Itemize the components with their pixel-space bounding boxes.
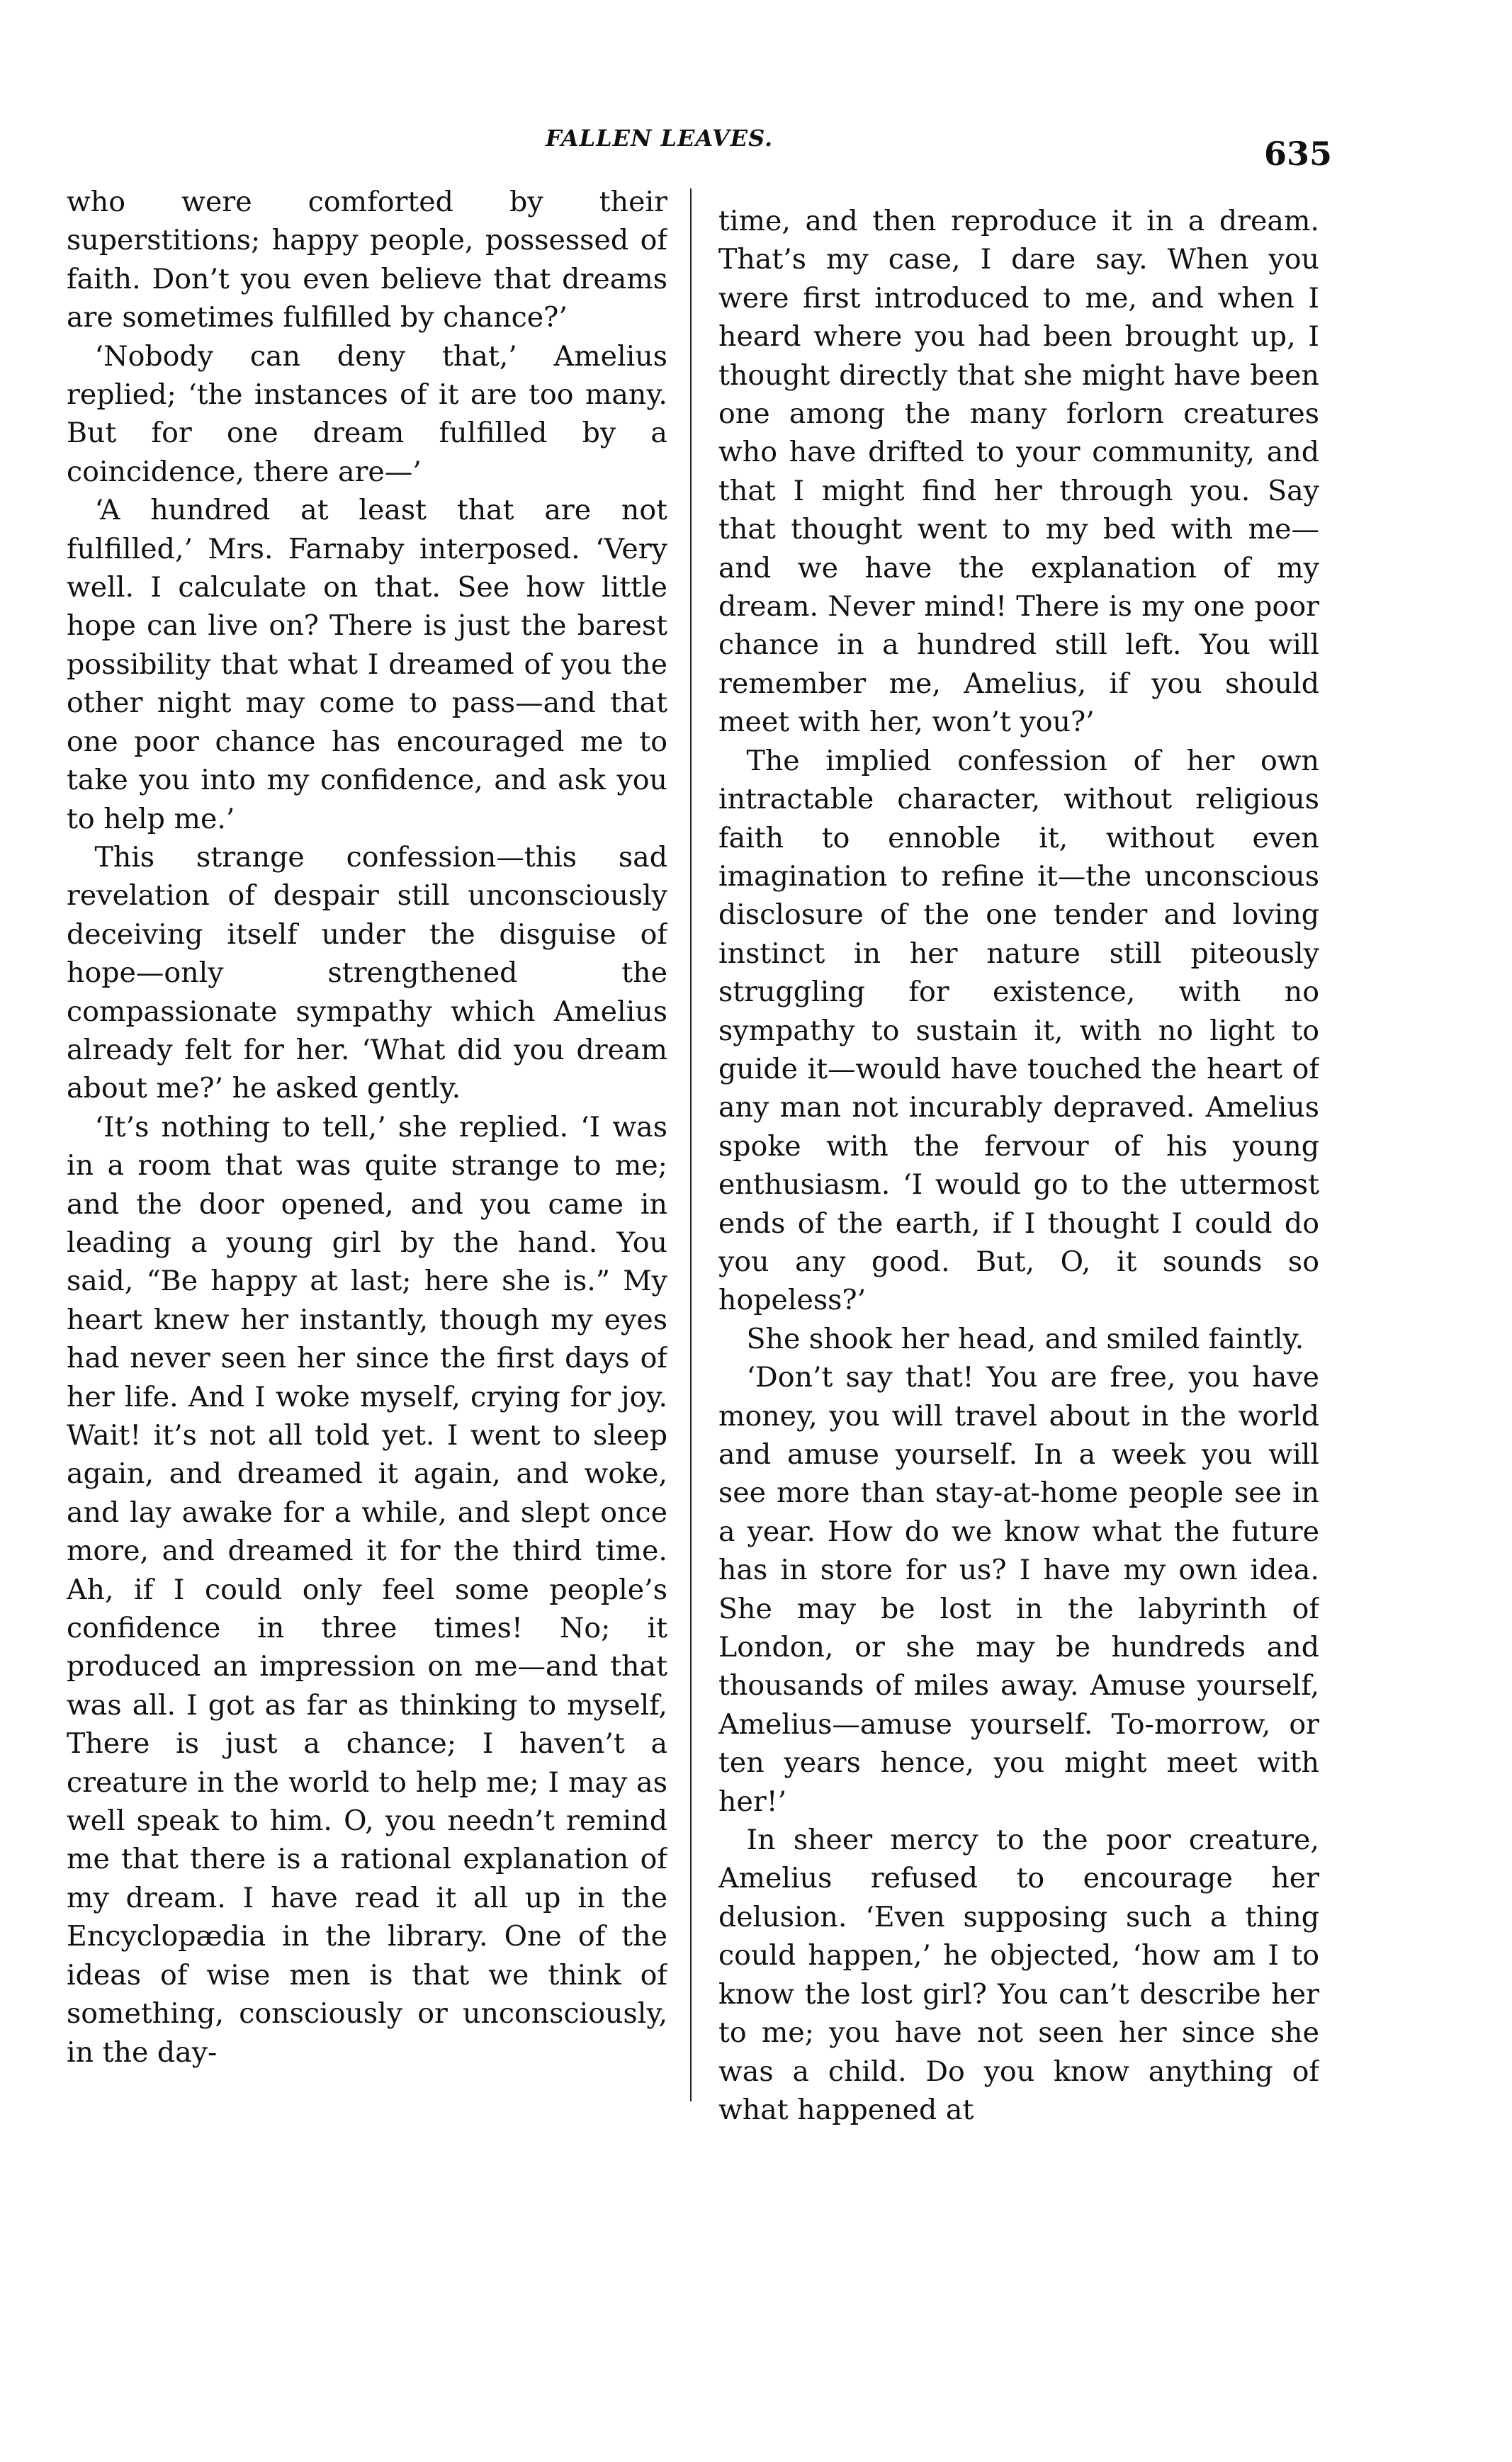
paragraph: ‘It’s nothing to tell,’ she replied. ‘I was in a room that was quite strange to me; and the door opened, and you came in leading a young girl by the hand. You said, “Be happy at last; here she is.” My heart knew her instantly, though my eyes had never seen her since the first days of her life. And I woke myself, crying for joy. Wait! it’s not all told yet. I went to sleep again, and dreamed it again, and woke, and lay awake for a while, and slept once more, and dreamed it for the third time. Ah, if I could only feel some people’s confidence in three times! No; it produced an impression on me—and that was all. I got as far as thinking to myself, There is just a chance; I haven’t a creature in the world to help me; I may as well speak to him. O, you needn’t remind me that there is a rational explanation of my dream. I have read it all up in the Encyclopædia in the library. One of the ideas of wise men is that we think of something, consciously or unconsciously, in the day- (67, 1110, 667, 2069)
paragraph: In sheer mercy to the poor creature, Amelius refused to encourage her delusion. ‘Even supposing such a thing could happen,’ he objected, ‘how am I to know the lost girl? You can’t describe her to me; you have not seen her since she was a child. Do you know anything of what happened at (718, 1824, 1319, 2126)
paragraph: time, and then reproduce it in a dream. That’s my case, I dare say. When you were first introduced to me, and when I heard where you had been brought up, I thought directly that she might have been one among the many forlorn creatures who have drifted to your community, and that I might find her through you. Say that thought went to my bed with me—and we have the explanation of my dream. Never mind! There is my one poor chance in a hundred still left. You will remember me, Amelius, if you should meet with her, won’t you?’ (718, 205, 1319, 739)
paragraph: who were comforted by their superstitions; happy people, possessed of faith. Don’t you even believe that dreams are sometimes fulfilled by chance?’ (67, 186, 667, 334)
paragraph: She shook her head, and smiled faintly. (746, 1322, 1304, 1355)
left-column (67, 183, 667, 2308)
running-title: FALLEN LEAVES. (546, 125, 774, 152)
paragraph: The implied confession of her own intractable character, without religious faith to ennoble it, without even imagination to refine it—the unconscious disclosure of the one tender and loving instinct in her nature still piteously struggling for existence, with no sympathy to sustain it, with no light to guide it—would have touched the heart of any man not incurably depraved. Amelius spoke with the fervour of his young enthusiasm. ‘I would go to the uttermost ends of the earth, if I thought I could do you any good. But, O, it sounds so hopeless?’ (718, 744, 1319, 1317)
page-number: 635 (1264, 135, 1333, 173)
column-divider (690, 188, 692, 2101)
right-column (718, 202, 1319, 2327)
paragraph: This strange confession—this sad revelation of despair still unconsciously deceiving itself under the disguise of hope—only strengthened the compassionate sympathy which Amelius already felt for her. ‘What did you dream about me?’ he asked gently. (67, 840, 667, 1105)
paragraph: ‘A hundred at least that are not fulfilled,’ Mrs. Farnaby interposed. ‘Very well. I calculate on that. See how little hope can live on? There is just the barest possibility that what I dreamed of you the other night may come to pass—and that one poor chance has encouraged me to take you into my confidence, and ask you to help me.’ (67, 494, 667, 835)
paragraph: ‘Don’t say that! You are free, you have money, you will travel about in the world and amuse yourself. In a week you will see more than stay-at-home people see in a year. How do we know what the future has in store for us? I have my own idea. She may be lost in the labyrinth of London, or she may be hundreds and thousands of miles away. Amuse yourself, Amelius—amuse yourself. To-morrow, or ten years hence, you might meet with her!’ (718, 1361, 1319, 1818)
paragraph: ‘Nobody can deny that,’ Amelius replied; ‘the instances of it are too many. But for one dream fulfilled by a coincidence, there are—’ (67, 339, 667, 488)
